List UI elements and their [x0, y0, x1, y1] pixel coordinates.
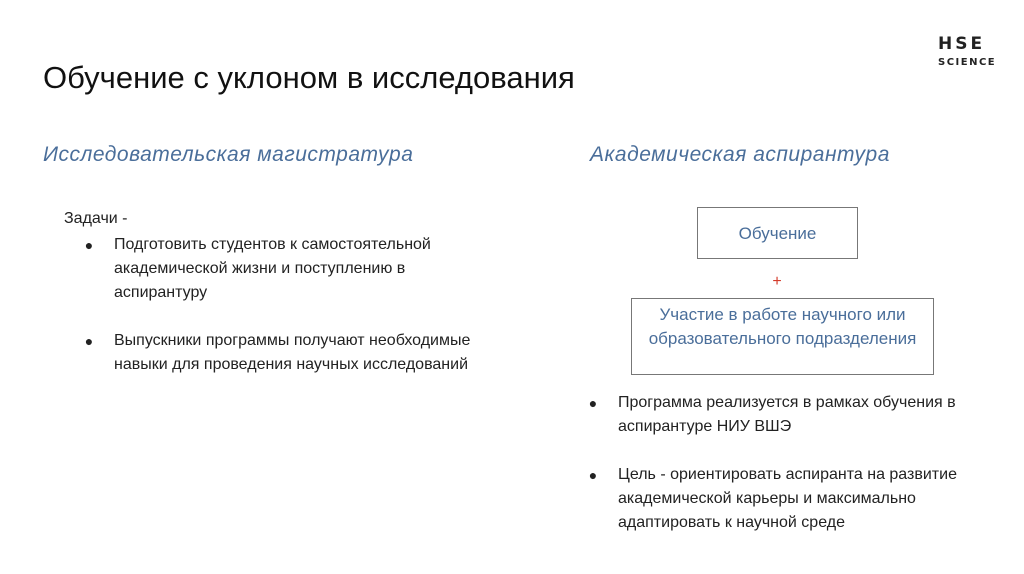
list-item-text: Подготовить студентов к самостоятельной академической жизни и поступлению в аспирантуру	[114, 236, 431, 301]
bullet-icon: ●	[84, 333, 94, 349]
academic-phd-heading: Академическая аспирантура	[590, 143, 890, 166]
list-item-text: Программа реализуется в рамках обучения в аспирантуре НИУ ВШЭ	[618, 394, 956, 435]
list-item-text: Цель - ориентировать аспиранта на развитие академической карьеры и максимально адаптировать к научной среде	[618, 466, 957, 531]
tasks-label: Задачи -	[64, 210, 128, 227]
bullet-icon: ●	[84, 237, 94, 253]
page-title: Обучение с уклоном в исследования	[43, 60, 575, 95]
phd-bullet-list	[583, 391, 983, 559]
list-item-text: Выпускники программы получают необходимые навыки для проведения научных исследований	[114, 332, 471, 373]
list-item	[79, 329, 499, 377]
masters-bullet-list	[79, 233, 499, 401]
list-item	[583, 391, 983, 439]
participation-box: Участие в работе научного или образовательного подразделения	[631, 298, 934, 375]
list-item	[583, 463, 983, 535]
plus-sign: +	[772, 273, 782, 290]
bullet-icon: ●	[588, 467, 598, 483]
bullet-icon: ●	[588, 395, 598, 411]
research-masters-heading: Исследовательская магистратура	[43, 143, 414, 166]
list-item	[79, 233, 499, 305]
study-box: Обучение	[697, 207, 858, 259]
logo-hse-text: HSE	[938, 34, 986, 54]
logo-science-text: SCIENCE	[938, 57, 997, 68]
hse-science-logo	[936, 32, 1010, 72]
